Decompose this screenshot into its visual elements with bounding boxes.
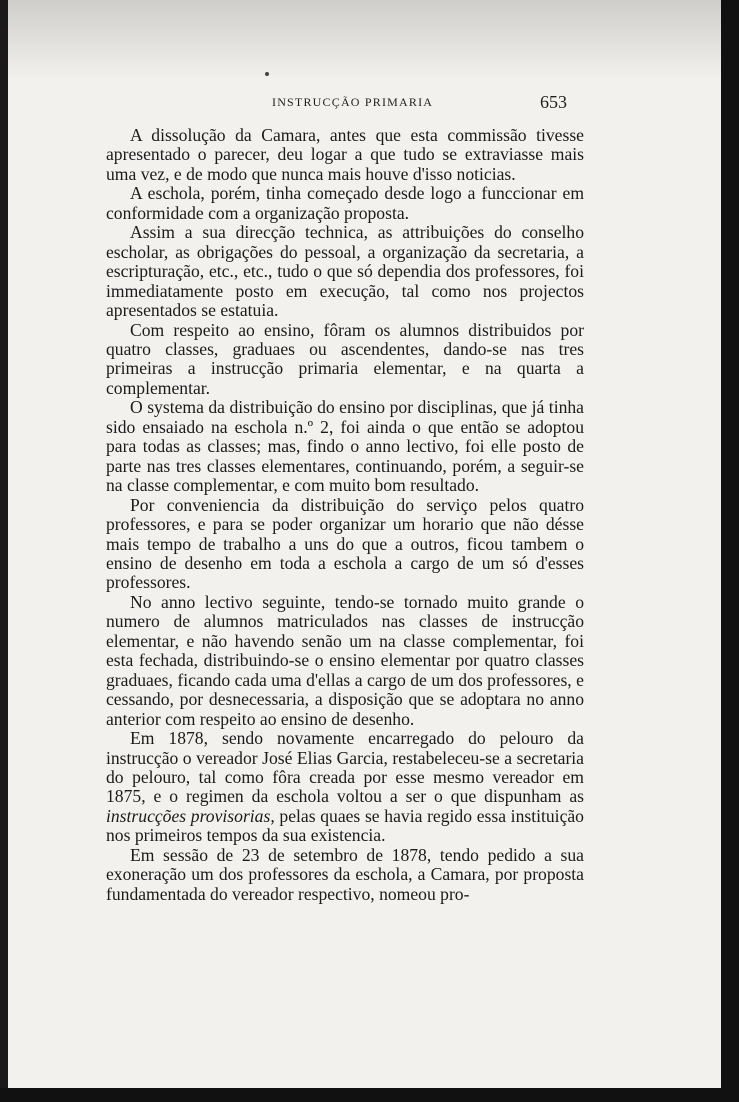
paragraph: A dissolução da Camara, antes que esta commissão tivesse apresentado o parecer, deu logar a que tudo se extraviasse mais uma vez, e de modo que nunca mais houve d'isso noticias. xyxy=(106,125,584,184)
italic-title: instrucções provisorias, xyxy=(106,805,275,826)
paragraph-text: Em 1878, sendo novamente encarregado do pelouro da instrucção o vereador José Elias Garcia, restabeleceu-se a secretaria do pelouro, tal como fôra creada por esse mesmo vereador em 1875, e o regimen da eschola voltou a ser o que dispunham as xyxy=(106,728,584,807)
scan-border-right xyxy=(721,0,739,1102)
scan-border-bottom xyxy=(0,1088,739,1102)
body-text xyxy=(106,126,584,904)
ink-speck xyxy=(265,72,269,76)
paragraph-text: pelas quaes se havia regido essa instituição nos primeiros tempos da sua existencia. xyxy=(106,805,584,846)
paragraph: A eschola, porém, tinha começado desde logo a funccionar em conformidade com a organização proposta. xyxy=(106,183,584,223)
paragraph: Por conveniencia da distribuição do serviço pelos quatro professores, e para se poder organizar um horario que não désse mais tempo de trabalho a uns do que a outros, ficou tambem o ensino de desenho em toda a eschola a cargo de um só d'esses professores. xyxy=(106,494,584,593)
scan-border-left xyxy=(0,0,8,1102)
scan-shadow xyxy=(8,0,721,80)
paragraph: Em sessão de 23 de setembro de 1878, tendo pedido a sua exoneração um dos professores da eschola, a Camara, por proposta fundamentada do vereador respectivo, nomeou pro- xyxy=(106,844,584,904)
paragraph xyxy=(106,729,584,846)
page-number: 653 xyxy=(540,92,567,112)
running-head xyxy=(0,92,739,116)
paragraph: No anno lectivo seguinte, tendo-se tornado muito grande o numero de alumnos matriculados nas classes de instrucção elementar, e não havendo senão um na classe complementar, foi esta fechada, distribuindo-se o ensino elementar por quatro classes graduaes, ficando cada uma d'ellas a cargo de um dos professores, e cessando, por desnecessaria, a disposição que se adoptara no anno anterior com respeito ao ensino de desenho. xyxy=(106,591,584,729)
paragraph: O systema da distribuição do ensino por disciplinas, que já tinha sido ensaiado na eschola n.º 2, foi ainda o que então se adoptou para todas as classes; mas, findo o anno lectivo, foi elle posto de parte nas tres classes elementares, continuando, porém, a seguir-se na classe complementar, e com muito bom resultado. xyxy=(106,397,584,496)
paragraph: Assim a sua direcção technica, as attribuições do conselho escholar, as obrigações do pessoal, a organização da secretaria, a escripturação, etc., etc., tudo o que só dependia dos professores, foi immediatamente posto em execução, tal como nos projectos apresentados se estatuia. xyxy=(106,222,584,321)
running-head-title: INSTRUCÇÃO PRIMARIA xyxy=(272,95,434,109)
paragraph: Com respeito ao ensino, fôram os alumnos distribuidos por quatro classes, graduaes ou ascendentes, dando-se nas tres primeiras a instrucção primaria elementar, e na quarta a complementar. xyxy=(106,319,584,398)
